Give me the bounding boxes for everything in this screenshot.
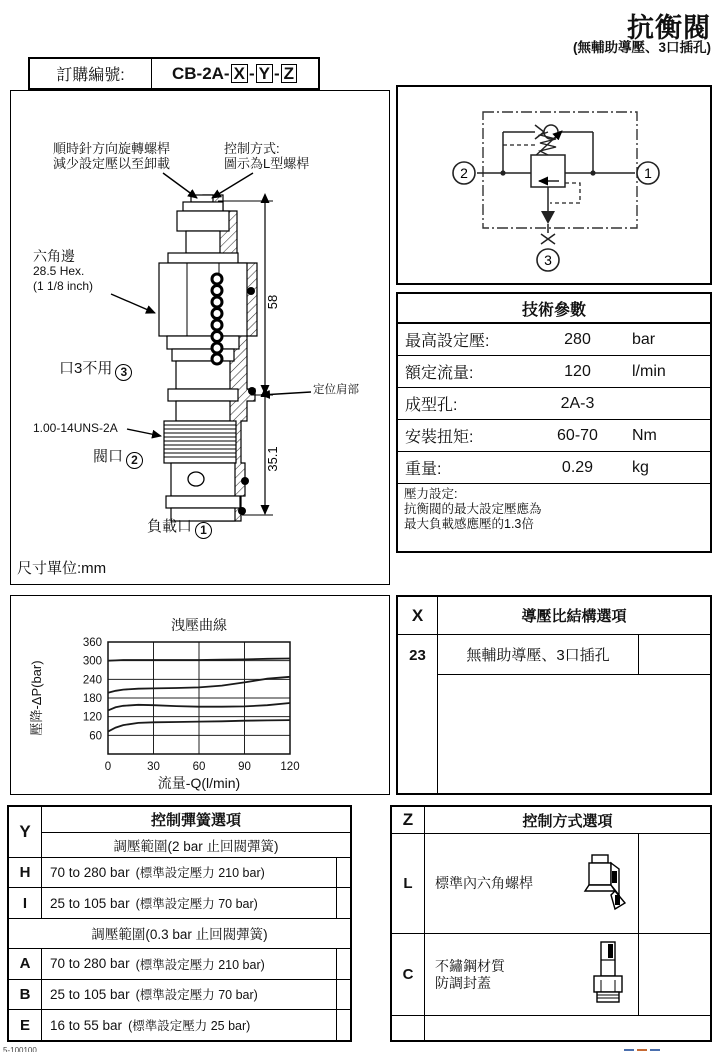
tech-unit: kg	[632, 458, 649, 476]
tech-value: 0.29	[561, 458, 594, 476]
svg-text:240: 240	[82, 674, 102, 687]
port2-text: 閥口	[93, 448, 124, 465]
svg-text:300: 300	[82, 655, 102, 668]
cw-note-line1: 順時針方向旋轉螺桿	[53, 141, 171, 156]
option-code: A	[9, 949, 42, 979]
svg-text:流量-Q(l/min): 流量-Q(l/min)	[157, 775, 241, 791]
tech-unit: bar	[632, 330, 656, 348]
empty-cell	[638, 834, 710, 933]
option-code: H	[9, 858, 42, 888]
y-subheader-2bar: 調壓範圍(2 bar 止回閥彈簧)	[113, 838, 279, 854]
std-pressure-text: (標準設定壓力 25 bar)	[128, 1019, 251, 1034]
svg-text:壓降-ΔP(bar): 壓降-ΔP(bar)	[29, 660, 44, 736]
order-code-x: X	[231, 64, 248, 83]
tech-value: 280	[564, 330, 591, 348]
tech-table-title: 技術參數	[398, 294, 710, 324]
note-line: 壓力設定:	[404, 487, 458, 501]
relief-curve-chart-panel	[10, 595, 390, 795]
port1-number: 1	[644, 165, 652, 181]
tech-label: 成型孔:	[405, 397, 458, 414]
option-description	[42, 1010, 336, 1040]
option-description	[435, 958, 505, 992]
plugged-port-x	[541, 234, 555, 244]
leader-cw-note	[163, 173, 197, 198]
option-description	[42, 980, 336, 1010]
footer-doc-number: 5-100100	[3, 1046, 37, 1052]
page-subtitle: (無輔助導壓、3口插孔)	[573, 40, 711, 55]
tech-label: 重量:	[405, 461, 442, 478]
control-spring-option-table	[7, 805, 352, 1042]
port1-text: 負載口	[147, 518, 193, 535]
page-title: 抗衡閥	[627, 13, 711, 43]
dim-58-label: 58	[265, 294, 280, 310]
y-table-key: Y	[9, 807, 42, 857]
hydraulic-schematic-panel	[396, 85, 712, 285]
option-code: B	[9, 980, 42, 1010]
relief-curve-chart	[11, 596, 387, 792]
order-code-prefix: CB-2A-	[171, 63, 230, 83]
empty-cell	[336, 1010, 350, 1040]
hex-screw-icon	[582, 851, 628, 917]
std-pressure-text: (標準設定壓力 70 bar)	[135, 897, 258, 912]
y-subheader-03bar: 調壓範圍(0.3 bar 止回閥彈簧)	[9, 918, 350, 948]
svg-text:360: 360	[82, 637, 102, 649]
option-description: 無輔助導壓、3口插孔	[438, 635, 638, 675]
range-text: 70 to 280 bar	[50, 956, 130, 972]
shoulder-label: 定位肩部	[313, 384, 359, 396]
port3-number-circle: 3	[115, 364, 132, 381]
empty-cell	[638, 934, 710, 1015]
z-table-title: 控制方式選項	[522, 812, 613, 830]
option-description	[42, 888, 336, 918]
control-type-option-table	[390, 805, 712, 1042]
dimension-unit-note: 尺寸單位:mm	[17, 560, 107, 577]
option-description	[435, 875, 533, 892]
port2-number-circle: 2	[126, 452, 143, 469]
svg-text:120: 120	[280, 761, 300, 773]
table-row	[9, 1009, 350, 1040]
note-line: 抗衡閥的最大設定壓應為	[404, 502, 542, 516]
order-code-sep1: -	[248, 63, 255, 83]
hydraulic-schematic	[398, 87, 710, 283]
desc-line: 防調封蓋	[435, 974, 491, 991]
x-table-title: 導壓比結構選項	[521, 608, 627, 625]
table-row	[392, 934, 710, 1016]
table-row	[398, 635, 710, 675]
hex-label-size: 28.5 Hex.	[33, 264, 85, 278]
table-row	[9, 979, 350, 1010]
option-code: C	[392, 934, 425, 1015]
empty-cell	[392, 1016, 425, 1040]
table-row	[398, 388, 710, 420]
option-code: 23	[398, 635, 438, 675]
technical-parameters-table	[396, 292, 712, 553]
thread-spec-label: 1.00-14UNS-2A	[33, 421, 118, 435]
range-text: 25 to 105 bar	[50, 986, 130, 1002]
hex-label-inch: (1 1/8 inch)	[33, 279, 94, 293]
option-description	[42, 949, 336, 979]
order-number-box	[28, 57, 320, 90]
cw-rotation-note	[53, 141, 170, 171]
relief-element-box	[531, 155, 565, 187]
order-code	[152, 59, 318, 88]
range-text: 70 to 280 bar	[50, 864, 130, 880]
tech-label: 安裝扭矩:	[405, 429, 474, 446]
z-table-key: Z	[392, 807, 425, 833]
tech-value: 2A-3	[560, 394, 595, 412]
range-text: 25 to 105 bar	[50, 895, 130, 911]
tech-unit: l/min	[632, 362, 666, 380]
empty-cell	[425, 1016, 710, 1040]
order-code-sep2: -	[273, 63, 280, 83]
option-code: I	[9, 888, 42, 918]
empty-cell	[438, 675, 710, 793]
leader-hex	[111, 294, 155, 313]
tech-label: 最高設定壓:	[405, 333, 490, 350]
note-line: 最大負載感應壓的1.3倍	[404, 517, 534, 531]
x-table-key: X	[398, 597, 438, 634]
leader-shoulder	[261, 392, 311, 395]
table-row	[398, 420, 710, 452]
tech-label: 額定流量:	[405, 365, 474, 382]
dim-35-label: 35.1	[265, 446, 280, 472]
range-text: 16 to 55 bar	[50, 1017, 123, 1033]
empty-cell	[336, 980, 350, 1010]
std-pressure-text: (標準設定壓力 210 bar)	[135, 957, 265, 972]
port1-number-circle: 1	[195, 522, 212, 539]
table-row	[9, 887, 350, 918]
option-description	[42, 858, 336, 888]
control-type-note	[224, 141, 309, 171]
table-row	[9, 857, 350, 888]
drain-arrow	[541, 211, 555, 224]
empty-cell	[336, 888, 350, 918]
empty-cell	[398, 675, 438, 793]
option-code: E	[9, 1010, 42, 1040]
hex-label-cn: 六角邊	[33, 248, 75, 264]
svg-text:180: 180	[82, 693, 102, 705]
svg-text:60: 60	[89, 730, 102, 743]
cw-note-line2: 減少設定壓以至卸載	[53, 156, 171, 171]
std-pressure-text: (標準設定壓力 70 bar)	[135, 988, 258, 1003]
table-row	[392, 834, 710, 934]
svg-text:洩壓曲線: 洩壓曲線	[171, 617, 227, 633]
tech-value: 120	[564, 362, 591, 380]
empty-cell	[336, 858, 350, 888]
leader-thread	[127, 429, 161, 436]
tech-unit: Nm	[632, 426, 657, 444]
empty-cell	[336, 949, 350, 979]
svg-text:30: 30	[147, 761, 160, 773]
table-row	[398, 324, 710, 356]
control-note-line1: 控制方式:	[224, 141, 280, 156]
leader-control-note	[212, 173, 253, 198]
y-table-title: 控制彈簧選項	[42, 807, 350, 833]
table-row	[9, 948, 350, 979]
desc-line: 標準內六角螺桿	[435, 875, 533, 891]
table-row	[398, 356, 710, 388]
tamper-cap-icon	[588, 940, 628, 1010]
port1-label	[147, 519, 212, 539]
table-row	[398, 452, 710, 484]
order-code-z: Z	[281, 64, 297, 83]
order-number-label: 訂購編號:	[30, 59, 152, 88]
port3-text: 口3不用	[59, 360, 113, 377]
port2-label	[93, 449, 143, 469]
pilot-ratio-option-table	[396, 595, 712, 795]
empty-cell	[638, 635, 710, 675]
hex-size-label	[33, 249, 93, 294]
valve-drawing-panel	[10, 90, 390, 585]
desc-line: 不鏽鋼材質	[435, 957, 505, 974]
tech-value: 60-70	[557, 426, 598, 444]
port2-number: 2	[460, 165, 468, 181]
svg-text:90: 90	[238, 761, 251, 773]
std-pressure-text: (標準設定壓力 210 bar)	[135, 866, 265, 881]
svg-text:0: 0	[104, 761, 112, 773]
option-code: L	[392, 834, 425, 933]
svg-text:60: 60	[192, 761, 206, 773]
pressure-setting-note	[398, 484, 710, 532]
control-note-line2: 圖示為L型螺桿	[224, 156, 310, 171]
order-code-y: Y	[256, 64, 273, 83]
svg-text:120: 120	[82, 711, 102, 724]
port3-label	[59, 361, 132, 381]
port3-number: 3	[544, 252, 552, 268]
